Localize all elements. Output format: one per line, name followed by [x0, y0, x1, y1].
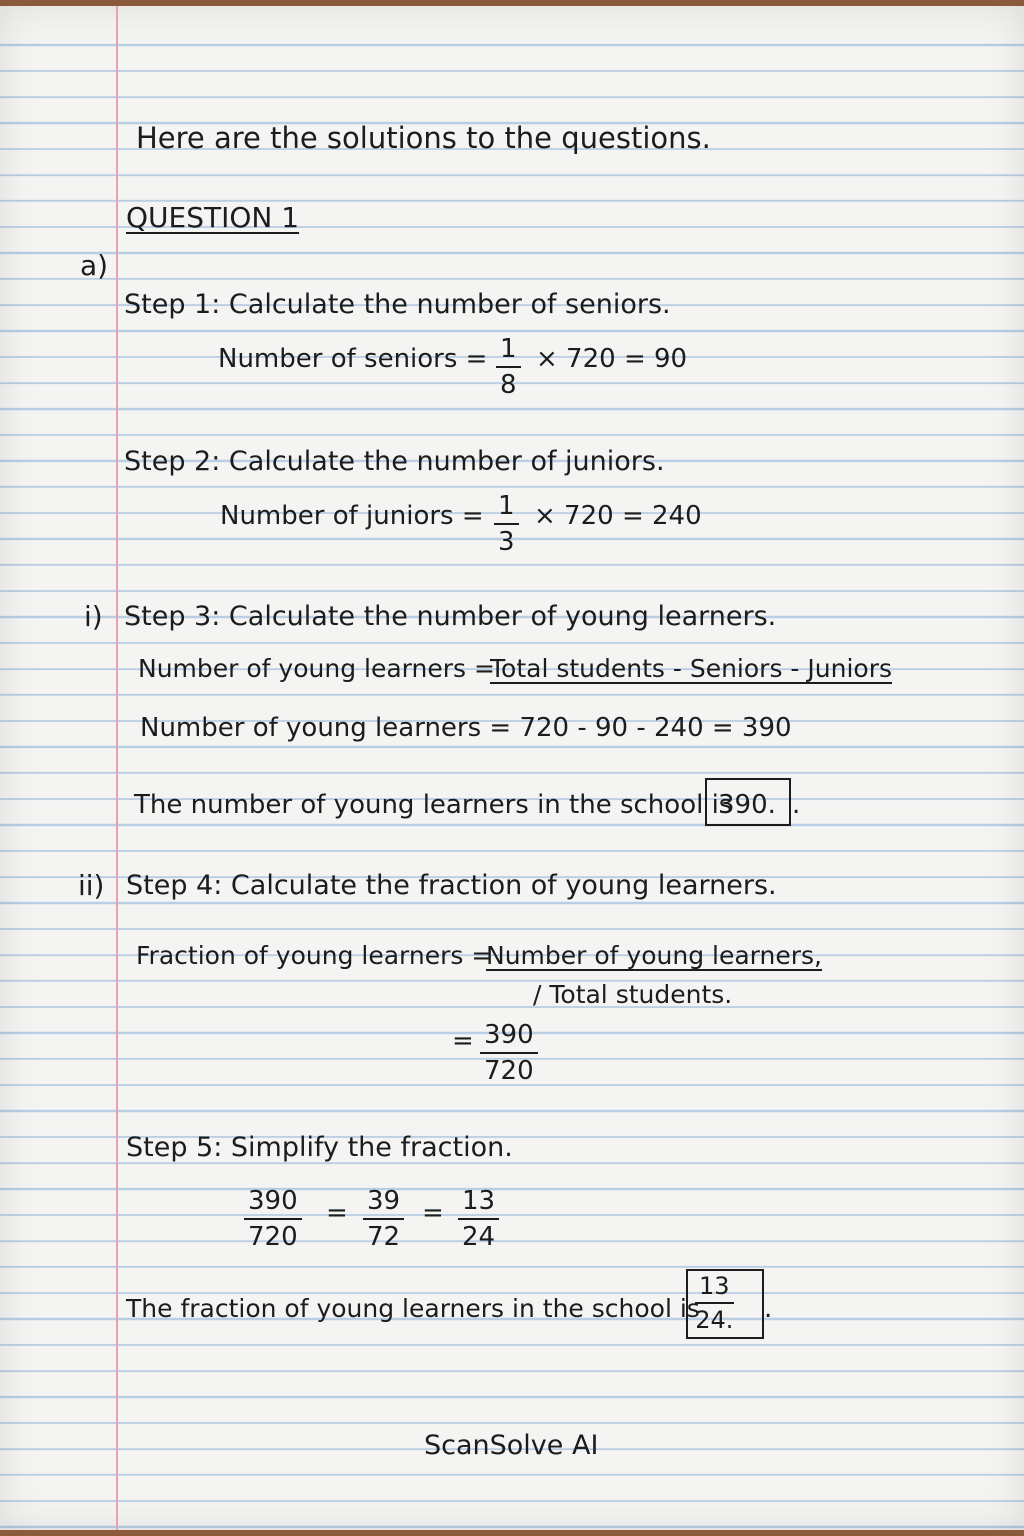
step2-title: Step 2: Calculate the number of juniors.	[124, 446, 665, 477]
step1-fraction-numerator: 1	[496, 336, 521, 368]
step5-fraction-3-numerator: 13	[458, 1188, 499, 1220]
step5-fraction-3-denominator: 24	[462, 1222, 496, 1252]
step3-line1-rhs: Total students - Seniors - Juniors	[490, 654, 893, 683]
step5-fraction-1-denominator: 720	[248, 1222, 298, 1252]
step4-lhs: Fraction of young learners =	[136, 941, 493, 970]
step3-line1-lhs: Number of young learners =	[138, 654, 495, 683]
step3-answer-value: 390.	[718, 790, 776, 820]
notebook-page	[0, 6, 1024, 1530]
step1-lhs: Number of seniors =	[218, 344, 488, 374]
step5-equals-1: =	[326, 1198, 348, 1228]
step1-rhs: × 720 = 90	[536, 344, 688, 374]
step1-title: Step 1: Calculate the number of seniors.	[124, 289, 671, 320]
step1-fraction	[496, 336, 521, 398]
step2-fraction-numerator: 1	[494, 493, 519, 525]
step4-title: Step 4: Calculate the fraction of young learners.	[126, 870, 777, 901]
step4-equals: =	[452, 1026, 474, 1056]
margin-line	[116, 6, 118, 1530]
step3-answer-text: The number of young learners in the school is	[134, 790, 733, 820]
step2-fraction-denominator: 3	[498, 527, 515, 557]
step5-fraction-2-numerator: 39	[363, 1188, 404, 1220]
step5-answer-end: .	[764, 1294, 773, 1324]
step5-fraction-2-denominator: 72	[367, 1222, 401, 1252]
part-a-label: a)	[80, 249, 109, 282]
step5-answer-numerator: 13	[695, 1274, 734, 1304]
step3-answer-end: .	[792, 790, 801, 820]
step5-answer-text: The fraction of young learners in the school is	[126, 1294, 700, 1323]
step2-lhs: Number of juniors =	[220, 501, 484, 531]
intro-text: Here are the solutions to the questions.	[136, 121, 711, 155]
step5-title: Step 5: Simplify the fraction.	[126, 1132, 513, 1163]
step5-fraction-2	[363, 1188, 404, 1250]
step5-fraction-1-numerator: 390	[244, 1188, 302, 1220]
question-heading: QUESTION 1	[126, 201, 300, 234]
step4-fraction-numerator: 390	[480, 1022, 538, 1054]
step5-fraction-3	[458, 1188, 499, 1250]
step2-rhs: × 720 = 240	[534, 501, 702, 531]
footer-brand: ScanSolve AI	[424, 1430, 599, 1461]
part-ii-label: ii)	[78, 869, 105, 902]
step4-rhs-numerator: Number of young learners,	[486, 941, 822, 970]
step4-fraction	[480, 1022, 538, 1084]
part-i-label: i)	[84, 600, 103, 633]
step2-fraction	[494, 493, 519, 555]
step4-rhs-denominator: / Total students.	[533, 980, 733, 1009]
step5-answer-fraction	[695, 1274, 734, 1332]
step3-line2: Number of young learners = 720 - 90 - 240 = 390	[140, 713, 792, 743]
step5-answer-denominator: 24.	[695, 1306, 734, 1334]
step5-equals-2: =	[422, 1198, 444, 1228]
step4-fraction-denominator: 720	[484, 1056, 534, 1086]
step3-title: Step 3: Calculate the number of young learners.	[124, 601, 777, 632]
step1-fraction-denominator: 8	[500, 370, 517, 400]
step5-fraction-1	[244, 1188, 302, 1250]
